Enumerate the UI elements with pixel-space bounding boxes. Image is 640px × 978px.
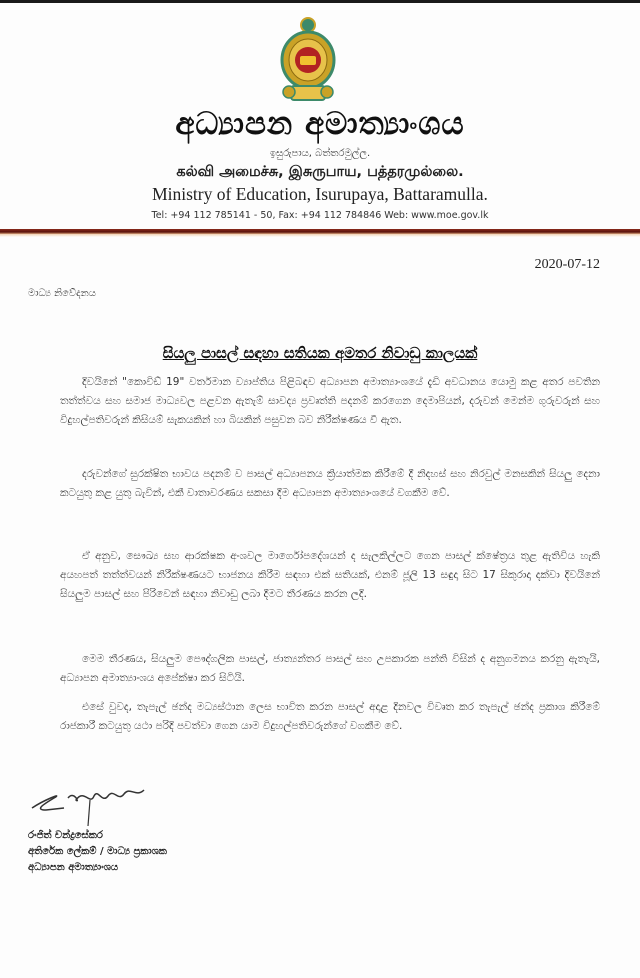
- contact-line: Tel: +94 112 785141 - 50, Fax: +94 112 784846 Web: www.moe.gov.lk: [151, 210, 489, 221]
- letterhead-divider-shadow: [0, 234, 640, 237]
- address-sinhala: ඉසුරුපාය, බත්තරමුල්ල.: [269, 148, 371, 159]
- paragraph-5: එසේ වුවද, තැපැල් ඡන්ද මධ්‍යස්ථාන ලෙස භාවිත කරන පාසල් අදාළ දිනවල විවෘත කර තැපැල් ඡන්ද ප්‍රකාශ කිරීමේ රාජකාරී කටයුතු යථා පරිදි පවත්වා ගෙන යාම විදුහල්පතිවරුන්ගේ වගකීම වේ.: [60, 701, 600, 732]
- paragraph-3: ඒ අනුව, සෞඛ්‍ය සහ ආරක්ෂක අංශවල මාර්ගෝපදේශයන් ද සැලකිල්ලට ගෙන පාසල් ක්ෂේත්‍රය තුළ ඇතිවිය හැකි අයහපත් තත්ත්වයන් නිරීක්ෂණයට භාජනය කිරීම සඳහා එක් සතියක්, එනම් ජූලි 13 සඳුදා සිට 17 සිකුරාදා දක්වා දිවයිනේ සියලුම පාසල් සහ පිරිවෙන් සඳහා නිවාඩු ලබා දීමට තීරණය කරන ලදි.: [60, 550, 600, 600]
- press-release-label: මාධ්‍ය නිවේදනය: [28, 288, 96, 299]
- address-english: Ministry of Education, Isurupaya, Battaramulla.: [152, 184, 488, 204]
- signatory-name: රංජිත් චන්ද්‍රසේකර: [28, 830, 103, 841]
- document-date: 2020-07-12: [534, 257, 600, 272]
- national-emblem-icon: [277, 16, 339, 106]
- document-heading: සියලු පාසල් සඳහා සතියක අමතර නිවාඩු කාලයක්: [162, 344, 478, 362]
- ministry-name-sinhala: අධ්‍යාපන අමාත්‍යාංශය: [175, 106, 465, 142]
- paragraph-2: දරුවන්ගේ සුරක්ෂිත භාවය පදනම් ව පාසල් අධ්‍යාපනය ක්‍රියාත්මක කිරීමේ දී නිදහස් සහ නිරවුල් මනසකින් සියලු දෙනා කටයුතු කළ යුතු බැවින්, එකී වාතාවරණය සකසා දීම අධ්‍යාපන අමාත්‍යාංශයේ වගකීම වේ.: [60, 468, 600, 499]
- paragraph-1: දිවයිනේ "කොවිඩ් 19" වර්තමාන ව්‍යාප්තිය පිළිබඳව අධ්‍යාපන අමාත්‍යාංශයේ දැඩි අවධානය යොමු කළ අතර පවතින තත්ත්වය සහ සමාජ මාධ්‍යවල පළවන ඇතැම් සාවද්‍ය ප්‍රවෘත්ති පදනම් කරගෙන දෙමාපියන්, දරුවන් මෙන්ම ගුරුවරුන් සහ විදුහල්පතිවරුන් කිසියම් සැකයකින් හා බියකින් පසුවන බව නිරීක්ෂණය වී ඇත.: [60, 376, 600, 426]
- paragraph-4: මෙම තීරණය, සියලුම පෞද්ගලික පාසල්, ජාත්‍යන්තර පාසල් සහ උපකාරක පන්ති විසින් ද අනුගමනය කරනු ඇතැයි, අධ්‍යාපන අමාත්‍යාංශය අපේක්ෂා කර සිටියි.: [60, 653, 600, 684]
- signatory-organization: අධ්‍යාපන අමාත්‍යාංශය: [28, 862, 119, 873]
- top-border: [0, 0, 640, 3]
- signature-icon: [24, 770, 174, 830]
- signatory-title: අතිරේක ලේකම් / මාධ්‍ය ප්‍රකාශක: [28, 846, 167, 857]
- address-tamil: கல்வி அமைச்சு, இசுருபாய, பத்தரமுல்லை.: [176, 164, 464, 180]
- signatory-block: [28, 828, 167, 876]
